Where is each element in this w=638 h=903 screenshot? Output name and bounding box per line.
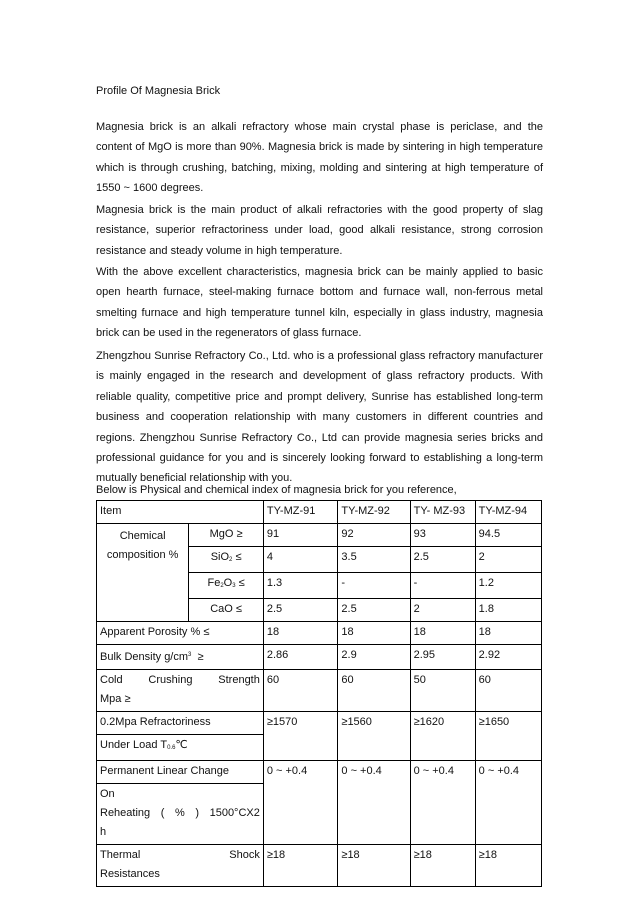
table-cell: ≥18 <box>475 845 541 887</box>
table-cell: 4 <box>263 547 338 573</box>
paragraph-properties: Magnesia brick is the main product of alkali refractories with the good property of slag resistance, superior refractoriness under load, good alkali resistance, strong corrosion resistance and steady volume in high temperature. <box>96 204 543 257</box>
fe2o3-label: $Fe_2O_3$ ≤ <box>189 573 264 599</box>
table-cell: 60 <box>338 670 410 712</box>
permanent-linear-change-label: Permanent Linear Change On Reheating ( % ) 1500°CX2 h <box>97 761 264 845</box>
table-row <box>97 712 542 761</box>
table-cell: 18 <box>410 622 475 645</box>
table-row <box>97 622 542 645</box>
table-cell: 2 <box>410 599 475 622</box>
table-cell: 18 <box>263 622 338 645</box>
table-header-row <box>97 501 542 524</box>
table-cell: 60 <box>263 670 338 712</box>
table-cell: 2 <box>475 547 541 573</box>
table-cell: 1.2 <box>475 573 541 599</box>
document-title: Profile Of Magnesia Brick <box>96 85 221 97</box>
table-cell: ≥18 <box>338 845 410 887</box>
table-cell: ≥18 <box>263 845 338 887</box>
table-cell: 50 <box>410 670 475 712</box>
bulk-density-label: Bulk Density $g/cm^3$ ≥ <box>97 645 264 670</box>
cao-label: CaO ≤ <box>189 599 264 622</box>
table-cell: 92 <box>338 524 410 547</box>
table-cell: ≥1620 <box>410 712 475 761</box>
table-cell: 2.5 <box>338 599 410 622</box>
table-cell: 2.5 <box>410 547 475 573</box>
index-table <box>96 500 542 887</box>
header-ty-mz-92: TY-MZ-92 <box>338 501 410 524</box>
cold-crushing-strength-label: Cold Crushing Strength Mpa ≥ <box>97 670 264 712</box>
table-cell: - <box>410 573 475 599</box>
table-row <box>97 524 542 547</box>
thermal-shock-label: Thermal Shock Resistances <box>97 845 264 887</box>
table-cell: 0 ~ +0.4 <box>475 761 541 845</box>
table-cell: 3.5 <box>338 547 410 573</box>
table-cell: 1.8 <box>475 599 541 622</box>
paragraph-applications: With the above excellent characteristics, magnesia brick can be mainly applied to basic open hearth furnace, steel-making furnace bottom and furnace wall, non-ferrous metal smelting furnace and high temperature tunnel kiln, especially in glass industry, magnesia brick can be used in the regenerators of glass furnace. <box>96 266 543 340</box>
table-row <box>97 845 542 887</box>
table-cell: 2.9 <box>338 645 410 670</box>
refractoriness-under-load-label: 0.2Mpa Refractoriness Under Load $T_{0.6}℃$ <box>97 712 264 761</box>
table-intro: Below is Physical and chemical index of magnesia brick for you reference, <box>96 484 457 496</box>
mgo-label: MgO ≥ <box>189 524 264 547</box>
header-ty-mz-93: TY- MZ-93 <box>410 501 475 524</box>
table-cell: ≥1650 <box>475 712 541 761</box>
apparent-porosity-label: Apparent Porosity % ≤ <box>97 622 264 645</box>
table-cell: 94.5 <box>475 524 541 547</box>
sio2-label: SiO$_2$ ≤ <box>189 547 264 573</box>
paragraph-intro: Magnesia brick is an alkali refractory whose main crystal phase is periclase, and the content of MgO is more than 90%. Magnesia brick is made by sintering in high temperature which is through crushing, batching, mixing, molding and sintering at high temperature of 1550 ~ 1600 degrees. <box>96 121 543 195</box>
header-ty-mz-94: TY-MZ-94 <box>475 501 541 524</box>
table-cell: 2.95 <box>410 645 475 670</box>
table-row <box>97 761 542 845</box>
table-cell: ≥18 <box>410 845 475 887</box>
table-cell: 0 ~ +0.4 <box>410 761 475 845</box>
table-cell: 0 ~ +0.4 <box>338 761 410 845</box>
header-ty-mz-91: TY-MZ-91 <box>263 501 338 524</box>
table-cell: 1.3 <box>263 573 338 599</box>
table-cell: ≥1570 <box>263 712 338 761</box>
table-cell: 91 <box>263 524 338 547</box>
table-cell: ≥1560 <box>338 712 410 761</box>
chemical-composition-label: Chemical composition % <box>97 524 189 622</box>
table-cell: 18 <box>338 622 410 645</box>
table-cell: 2.92 <box>475 645 541 670</box>
table-cell: 60 <box>475 670 541 712</box>
table-cell: 2.5 <box>263 599 338 622</box>
table-row <box>97 670 542 712</box>
table-row <box>97 645 542 670</box>
table-cell: 93 <box>410 524 475 547</box>
header-item: Item <box>97 501 264 524</box>
table-cell: 2.86 <box>263 645 338 670</box>
table-cell: 18 <box>475 622 541 645</box>
table-cell: 0 ~ +0.4 <box>263 761 338 845</box>
paragraph-company: Zhengzhou Sunrise Refractory Co., Ltd. who is a professional glass refractory manufacturer is mainly engaged in the research and development of glass refractory products. With reliable quality, competitive price and prompt delivery, Sunrise has established long-term business and cooperation relationship with many customers in different countries and regions. Zhengzhou Sunrise Refractory Co., Ltd can provide magnesia series bricks and professional guidance for you and is sincerely looking forward to establishing a long-term mutually beneficial relationship with you. <box>96 350 543 485</box>
table-cell: - <box>338 573 410 599</box>
